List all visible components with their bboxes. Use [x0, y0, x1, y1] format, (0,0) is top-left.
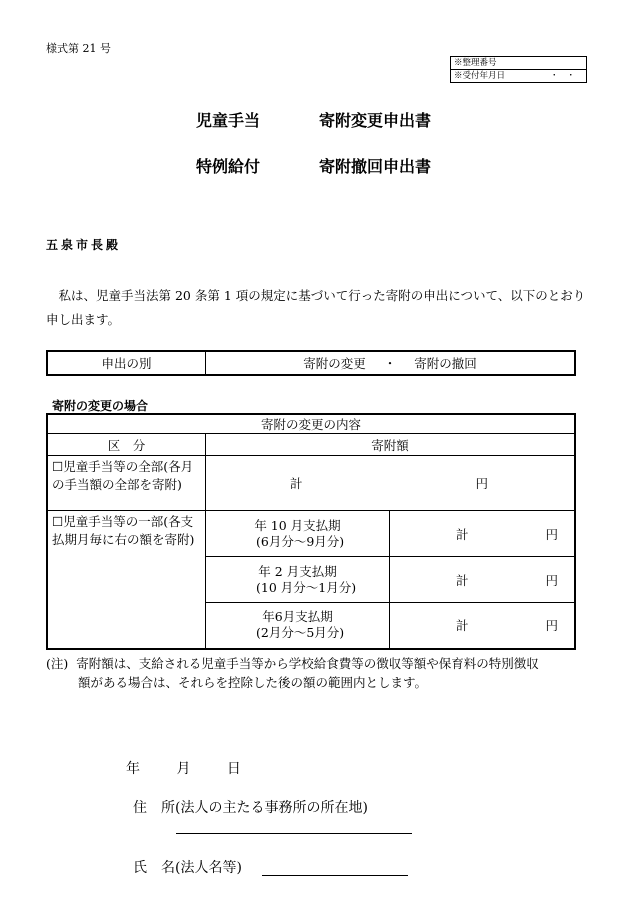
amount-all-yen-label: 円: [475, 476, 488, 491]
period-months: (10 月分～1月分): [256, 579, 357, 595]
period-name: 年6月支払期: [262, 609, 333, 625]
title-donation-withdraw: 寄附撤回申出書: [319, 157, 432, 176]
received-date-field[interactable]: [451, 70, 587, 83]
period-months: (6月分～9月分): [256, 533, 345, 549]
title-special-benefit: 特例給付: [196, 157, 261, 176]
amount-all-total-label: 計: [290, 476, 303, 491]
category-partial-checkbox[interactable]: ☐児童手当等の一部(各支払期月毎に右の額を寄附): [47, 511, 206, 649]
amount-yen-label: 円: [545, 526, 558, 542]
application-kind-table: [46, 350, 576, 376]
period-months: (2月分～5月分): [256, 625, 345, 641]
addressee: 五泉市長殿: [46, 238, 122, 252]
amount-total-label: 計: [456, 572, 469, 588]
amount-yen-label: 円: [545, 618, 558, 634]
option-withdraw[interactable]: 寄附の撤回: [414, 356, 477, 371]
period-name: 年 2 月支払期: [258, 563, 337, 579]
amount-all-field[interactable]: [206, 456, 576, 511]
office-use-box: [450, 56, 587, 83]
note-prefix: (注): [46, 656, 69, 671]
date-dots: ・・: [549, 70, 583, 81]
address-input-line[interactable]: [176, 833, 412, 834]
title-donation-change: 寄附変更申出書: [319, 111, 432, 130]
amount-october-field[interactable]: [390, 511, 576, 557]
date-month-label: 月: [176, 761, 191, 777]
category-all-checkbox[interactable]: ☐児童手当等の全部(各月の手当額の全部を寄附): [47, 456, 206, 511]
statement-text: 私は、児童手当法第 20 条第 1 項の規定に基づいて行った寄附の申出について、以下のとおり申し出ます。: [46, 288, 586, 327]
change-content-table: [46, 413, 576, 650]
amount-yen-label: 円: [545, 572, 558, 588]
period-october: [206, 511, 390, 557]
change-table-title: 寄附の変更の内容: [47, 414, 575, 434]
date-year-label: 年: [126, 761, 140, 777]
name-label: 氏 名(法人名等): [133, 860, 242, 876]
amount-june-field[interactable]: [390, 603, 576, 649]
note-line-1: 寄附額は、支給される児童手当等から学校給食費等の徴収等額や保育料の特別徴収: [76, 656, 539, 671]
option-change[interactable]: 寄附の変更: [303, 356, 366, 371]
date-field[interactable]: [126, 758, 273, 778]
note: [46, 654, 591, 692]
application-kind-label: 申出の別: [47, 351, 206, 375]
option-separator: ・: [383, 356, 397, 371]
change-section-label: 寄附の変更の場合: [52, 399, 149, 413]
date-day-label: 日: [226, 761, 241, 777]
note-line-2: 額がある場合は、それらを控除した後の額の範囲内とします。: [78, 675, 428, 690]
period-name: 年 10 月支払期: [254, 517, 341, 533]
amount-february-field[interactable]: [390, 557, 576, 603]
col-amount-header: 寄附額: [206, 434, 576, 456]
period-february: [206, 557, 390, 603]
amount-total-label: 計: [456, 526, 469, 542]
title-child-allowance: 児童手当: [196, 111, 261, 130]
form-number: 様式第 21 号: [46, 42, 111, 55]
col-category-header: 区 分: [47, 434, 206, 456]
name-input-line[interactable]: [262, 875, 408, 876]
period-june: [206, 603, 390, 649]
amount-total-label: 計: [456, 618, 469, 634]
application-kind-options: [206, 351, 576, 375]
received-date-label: ※受付年月日: [454, 70, 506, 81]
control-number-label: ※整理番号: [451, 57, 587, 70]
address-label: 住 所(法人の主たる事務所の所在地): [133, 800, 368, 816]
